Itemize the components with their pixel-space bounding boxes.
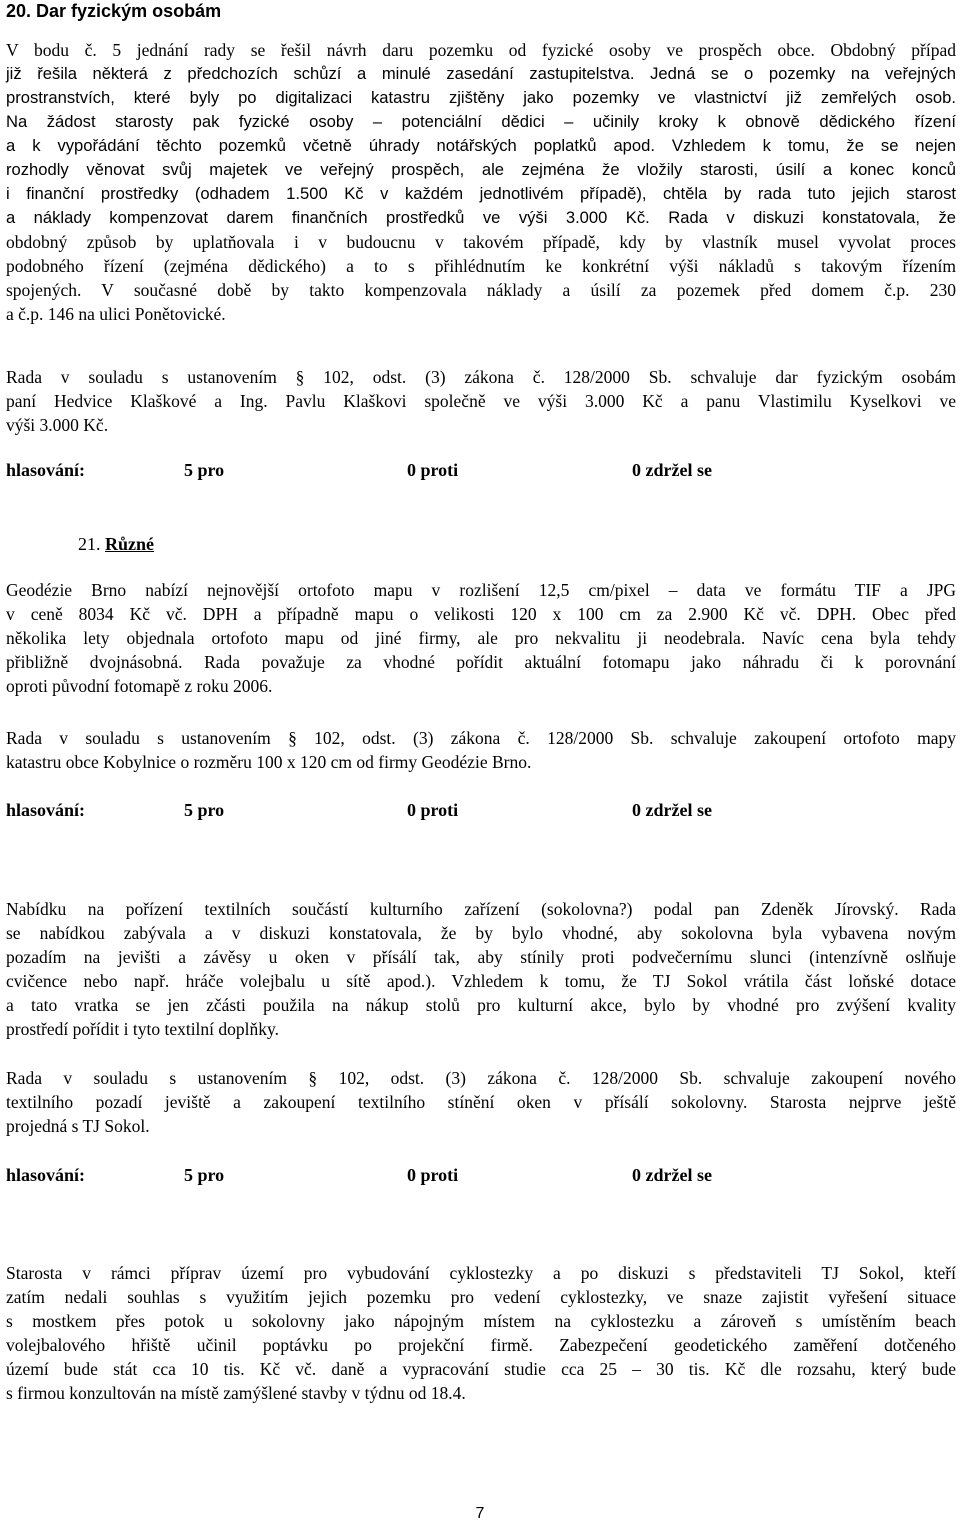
paragraph-line: zatím nedali souhlas s využitím jejich pozemku pro vedení cyklostezky, ve snaze zajistit vyřešení situace <box>6 1287 956 1307</box>
paragraph-line: Starosta v rámci příprav území pro vybudování cyklostezky a po diskuzi s představiteli TJ Sokol, kteří <box>6 1263 956 1283</box>
section-number: 21. <box>78 534 101 554</box>
vote-result-20 <box>6 458 956 482</box>
resolution-line: projedná s TJ Sokol. <box>6 1116 150 1136</box>
resolution-line: katastru obce Kobylnice o rozměru 100 x 120 cm od firmy Geodézie Brno. <box>6 752 532 772</box>
resolution-line: Rada v souladu s ustanovením § 102, odst. (3) zákona č. 128/2000 Sb. schvaluje zakoupení ortofoto mapy <box>6 728 956 748</box>
paragraph-line: rozhodly věnovat svůj majetek ve veřejný prospěch, ale zejména že vložily starosti, úsilí a konec konců <box>6 160 956 179</box>
resolution-line: textilního pozadí jeviště a zakoupení textilního stínění oken v přísálí sokolovny. Starosta nejprve ještě <box>6 1092 956 1112</box>
vote-proti: 0 proti <box>407 1165 459 1185</box>
paragraph-line: Nabídku na pořízení textilních součástí kulturního zařízení (sokolovna?) podal pan Zdeněk Jírovský. Rada <box>6 899 956 919</box>
vote-result-21a <box>6 798 956 822</box>
paragraph-line: s firmou konzultován na místě zamýšlené stavby v týdnu od 18.4. <box>6 1383 466 1403</box>
paragraph-line: již řešila některá z předchozích schůzí a minulé zasedání zastupitelstva. Jedná se o pozemky na veřejných <box>6 64 956 83</box>
section-21-resolution-2 <box>6 1066 956 1138</box>
vote-zdrzel: 0 zdržel se <box>632 1165 712 1185</box>
paragraph-line: podobného řízení (zejména dědického) a to s přihlédnutím ke konkrétní výši nákladů s takovým řízením <box>6 256 956 276</box>
paragraph-line: oproti původní fotomapě z roku 2006. <box>6 676 273 696</box>
resolution-line: Rada v souladu s ustanovením § 102, odst. (3) zákona č. 128/2000 Sb. schvaluje zakoupení nového <box>6 1068 956 1088</box>
paragraph-line: území bude stát cca 10 tis. Kč vč. daně a vypracování studie cca 25 – 30 tis. Kč dle rozsahu, který bude <box>6 1359 956 1379</box>
paragraph-line: i finanční prostředky (odhadem 1.500 Kč v každém jednotlivém případě), chtěla by rada tuto jejich starost <box>6 184 956 203</box>
vote-label: hlasování: <box>6 800 86 820</box>
paragraph-line: prostředí pořídit i tyto textilní doplňky. <box>6 1019 280 1039</box>
paragraph-line: a tato vratka se jen zčásti použila na nákup stolů pro kulturní akce, bylo by vhodné pro zvýšení kvality <box>6 995 956 1015</box>
vote-pro: 5 pro <box>184 1165 225 1185</box>
vote-pro: 5 pro <box>184 460 225 480</box>
paragraph-line: v ceně 8034 Kč vč. DPH a případně mapu o velikosti 120 x 100 cm za 2.900 Kč vč. DPH. Obec před <box>6 604 956 624</box>
paragraph-line: Geodézie Brno nabízí nejnovější ortofoto mapu v rozlišení 12,5 cm/pixel – data ve formátu TIF a JPG <box>6 580 956 600</box>
paragraph-line: spojených. V současné době by takto kompenzovala náklady a úsilí za pozemek před domem č.p. 230 <box>6 280 956 300</box>
section-21-paragraph-2 <box>6 897 956 1041</box>
paragraph-line: a k vypořádání těchto pozemků včetně úhrady notářských poplatků apod. Vzhledem k tomu, že se nejen <box>6 136 956 155</box>
paragraph-line: přibližně dvojnásobná. Rada považuje za vhodné pořídit aktuální fotomapu jako náhradu či k porovnání <box>6 652 956 672</box>
resolution-line: Rada v souladu s ustanovením § 102, odst. (3) zákona č. 128/2000 Sb. schvaluje dar fyzickým osobám <box>6 367 956 387</box>
page-number: 7 <box>475 1505 485 1522</box>
vote-label: hlasování: <box>6 460 86 480</box>
vote-zdrzel: 0 zdržel se <box>632 460 712 480</box>
paragraph-line: volejbalového hřiště učinil poptávku po projekční firmě. Zabezpečení geodetického zaměření dotčeného <box>6 1335 956 1355</box>
section-20-heading: 20. Dar fyzickým osobám <box>6 1 222 21</box>
resolution-line: paní Hedvice Klaškové a Ing. Pavlu Klaškovi společně ve výši 3.000 Kč a panu Vlastimilu Kyselkovi ve <box>6 391 956 411</box>
paragraph-line: Na žádost starosty pak fyzické osoby – potenciální dědici – učinily kroky k obnově dědického řízení <box>6 112 956 131</box>
paragraph-line: pozadím na jevišti a závěsy u oken v přísálí tak, aby stínily proti podvečernímu slunci (intenzívně oslňuje <box>6 947 956 967</box>
vote-label: hlasování: <box>6 1165 86 1185</box>
paragraph-line: se nabídkou zabývala a v diskuzi konstatovala, že by bylo vhodné, aby sokolovna byla vybavena novým <box>6 923 956 943</box>
paragraph-line: cvičence nebo např. hráče volejbalu u sítě apod.). Vzhledem k tomu, že TJ Sokol vrátila část loňské dotace <box>6 971 956 991</box>
paragraph-line: s mostkem přes potok u sokolovny jako nápojným místem na cyklostezku a zároveň s umístěním beach <box>6 1311 956 1331</box>
section-21-paragraph-3 <box>6 1261 956 1405</box>
vote-proti: 0 proti <box>407 800 459 820</box>
paragraph-line: obdobný způsob by uplatňovala i v budoucnu v takovém případě, kdy by vlastník musel vyvolat proces <box>6 232 956 252</box>
paragraph-line: a č.p. 146 na ulici Ponětovické. <box>6 304 226 324</box>
section-21-paragraph-1 <box>6 578 956 698</box>
section-21-heading <box>78 532 154 556</box>
paragraph-line: V bodu č. 5 jednání rady se řešil návrh daru pozemku od fyzické osoby ve prospěch obce. Obdobný případ <box>6 40 956 60</box>
section-title: Různé <box>105 534 154 554</box>
vote-result-21b <box>6 1163 956 1187</box>
section-21-resolution-1 <box>6 726 956 774</box>
vote-proti: 0 proti <box>407 460 459 480</box>
section-20-paragraph <box>6 38 956 326</box>
vote-pro: 5 pro <box>184 800 225 820</box>
section-20-resolution <box>6 365 956 437</box>
paragraph-line: prostranstvích, které byly po digitalizaci katastru zjištěny jako pozemky ve vlastnictví již zemřelých osob. <box>6 88 956 107</box>
paragraph-line: a náklady kompenzovat darem finančních prostředků ve výši 3.000 Kč. Rada v diskuzi konstatovala, že <box>6 208 956 227</box>
vote-zdrzel: 0 zdržel se <box>632 800 712 820</box>
paragraph-line: několika lety objednala ortofoto mapu od jiné firmy, ale pro nekvalitu ji neodebrala. Navíc cena byla tehdy <box>6 628 956 648</box>
resolution-line: výši 3.000 Kč. <box>6 415 109 435</box>
